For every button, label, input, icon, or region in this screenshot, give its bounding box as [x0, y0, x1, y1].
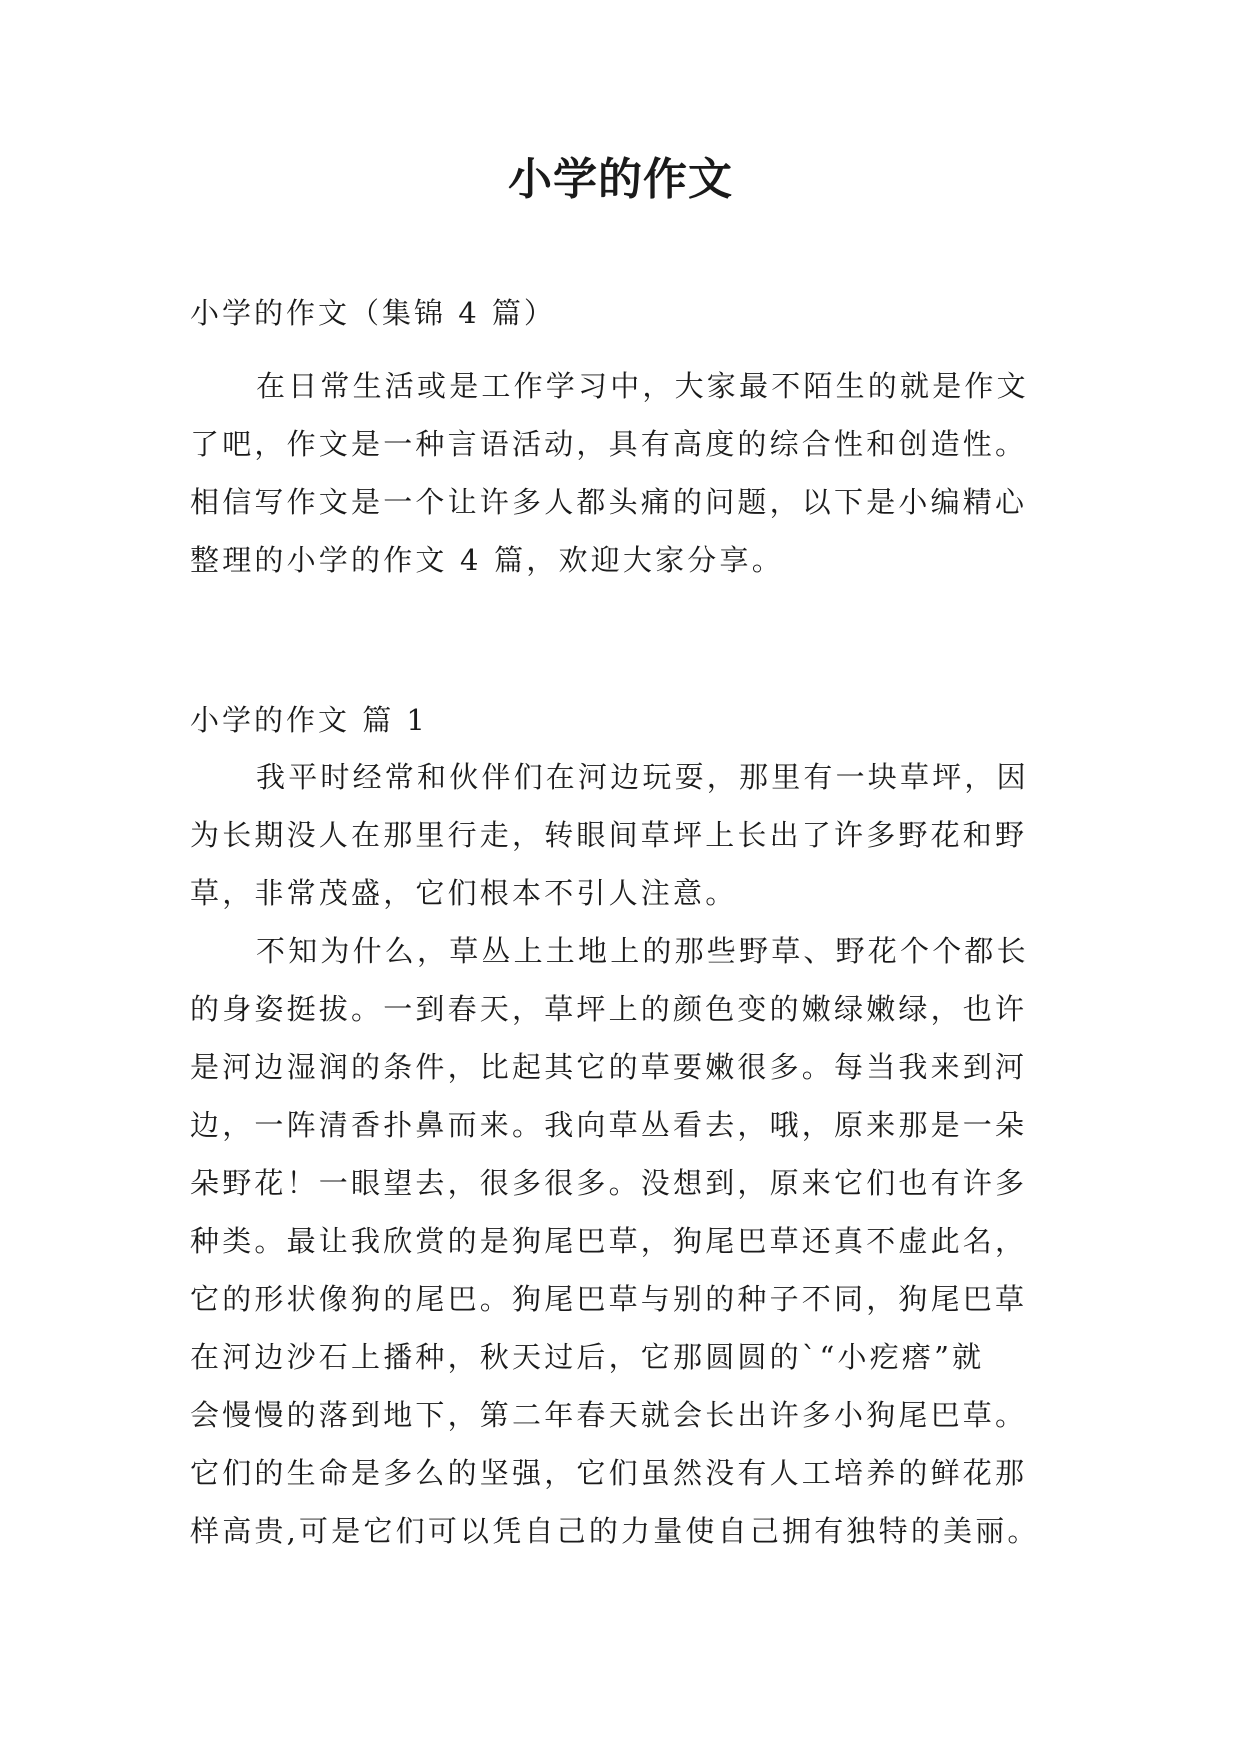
paragraph-line: 了吧，作文是一种言语活动，具有高度的综合性和创造性。 [190, 427, 1028, 461]
paragraph-line: 在日常生活或是工作学习中，大家最不陌生的就是作文 [256, 369, 1029, 403]
document-title: 小学的作文 [508, 154, 733, 205]
paragraph-line: 的身姿挺拔。一到春天，草坪上的颜色变的嫩绿嫩绿，也许 [190, 992, 1028, 1026]
intro-paragraph [190, 357, 1070, 589]
paragraph-line: 它们的生命是多么的坚强，它们虽然没有人工培养的鲜花那 [190, 1456, 1028, 1490]
section-1-paragraph-2 [190, 922, 1070, 1560]
paragraph-line: 整理的小学的作文 4 篇，欢迎大家分享。 [190, 543, 784, 577]
paragraph-line: 会慢慢的落到地下，第二年春天就会长出许多小狗尾巴草。 [190, 1398, 1028, 1432]
paragraph-line: 样高贵,可是它们可以凭自己的力量使自己拥有独特的美丽。 [190, 1514, 1040, 1548]
paragraph-line: 草，非常茂盛，它们根本不引人注意。 [190, 876, 738, 910]
paragraph-line: 边，一阵清香扑鼻而来。我向草丛看去，哦，原来那是一朵 [190, 1108, 1028, 1142]
section-heading: 小学的作文 篇 1 [190, 703, 428, 737]
paragraph-line: 种类。最让我欣赏的是狗尾巴草，狗尾巴草还真不虚此名， [190, 1224, 1028, 1258]
paragraph-line: 在河边沙石上播种，秋天过后，它那圆圆的`“小疙瘩”就 [190, 1340, 985, 1374]
paragraph-line: 朵野花！一眼望去，很多很多。没想到，原来它们也有许多 [190, 1166, 1028, 1200]
paragraph-line: 是河边湿润的条件，比起其它的草要嫩很多。每当我来到河 [190, 1050, 1028, 1084]
paragraph-line: 我平时经常和伙伴们在河边玩耍，那里有一块草坪，因 [256, 760, 1029, 794]
paragraph-line: 相信写作文是一个让许多人都头痛的问题，以下是小编精心 [190, 485, 1028, 519]
document-subtitle: 小学的作文（集锦 4 篇） [190, 296, 556, 330]
paragraph-line: 它的形状像狗的尾巴。狗尾巴草与别的种子不同，狗尾巴草 [190, 1282, 1028, 1316]
paragraph-line: 为长期没人在那里行走，转眼间草坪上长出了许多野花和野 [190, 818, 1028, 852]
paragraph-line: 不知为什么，草丛上土地上的那些野草、野花个个都长 [256, 934, 1029, 968]
section-1-paragraph-1 [190, 748, 1070, 922]
